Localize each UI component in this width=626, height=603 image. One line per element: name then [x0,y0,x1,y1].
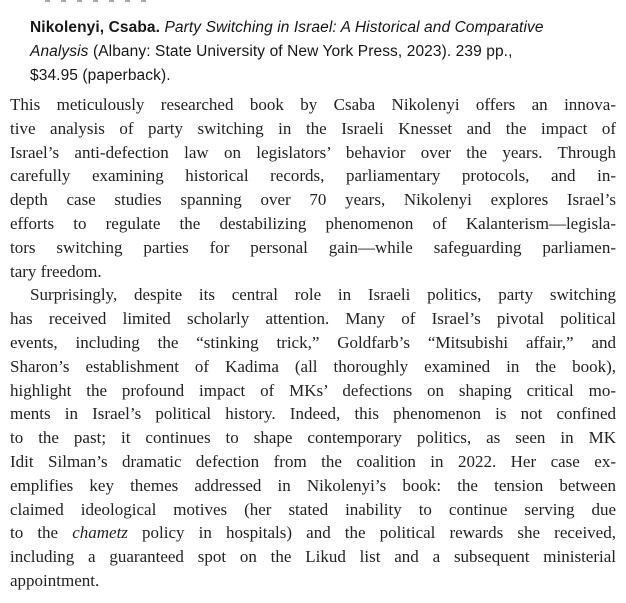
citation-line [30,64,596,88]
book-author: Nikolenyi, Csaba. [30,19,161,36]
text-segment: efforts to regulate the destabilizing phenomenon of Kalanterism—legisla- [10,213,616,233]
clipped-letter-mark [109,0,114,2]
review-paragraph [10,283,616,592]
text-line [10,521,616,545]
text-segment: This meticulously researched book by Csaba Nikolenyi offers an innova- [10,95,616,114]
text-segment: policy in hospitals) and the political rewards she received, [127,523,616,543]
book-title-part2: Analysis [30,43,89,60]
citation-line [30,16,596,40]
clipped-letter-mark [125,0,130,2]
clipped-text-remnant [45,0,146,2]
text-segment: Israel’s anti-defection law on legislators’ behavior over the years. Through [10,142,616,162]
text-segment: claimed ideological motives (her stated inability to continue serving due [10,499,616,519]
text-segment: tive analysis of party switching in the Israeli Knesset and the impact of [10,118,616,138]
text-line [10,117,616,141]
text-line [10,260,616,284]
text-segment: carefully examining historical records, parliamentary protocols, and in- [10,166,616,186]
text-segment: Idit Silman’s dramatic defection from the coalition in 2022. Her case ex- [10,451,616,471]
text-line [10,545,616,569]
text-segment: has received limited scholarly attention. Many of Israel’s pivotal political [10,309,616,329]
text-line [10,402,616,426]
clipped-letter-mark [93,0,98,2]
text-segment: highlight the profound impact of MKs’ defections on shaping critical mo- [10,380,616,400]
text-line [10,426,616,450]
text-line [10,331,616,355]
review-paragraph [10,93,616,283]
text-segment: ments in Israel’s political history. Indeed, this phenomenon is not confined [10,404,616,424]
text-line [10,498,616,522]
text-segment: Sharon’s establishment of Kadima (all thoroughly examined in the book), [10,356,616,376]
text-line [10,355,616,379]
book-publisher: (Albany: State University of New York Press, 2023). 239 pp., [92,43,513,60]
text-segment: depth case studies spanning over 70 years, Nikolenyi explores Israel’s [10,190,616,210]
book-price: $34.95 (paperback). [30,67,171,84]
text-line [10,188,616,212]
clipped-letter-mark [77,0,82,2]
review-body [10,93,616,593]
book-citation [30,16,596,88]
text-line [10,450,616,474]
text-line [10,474,616,498]
text-line [10,236,616,260]
text-segment: tors switching parties for personal gain—while safeguarding parliamen- [10,237,616,257]
text-segment: tary freedom. [10,261,102,281]
text-segment: including a guaranteed spot on the Likud list and a subsequent ministerial [10,547,616,567]
text-segment: appointment. [10,570,100,590]
citation-line [30,40,596,64]
text-segment: events, including the “stinking trick,” Goldfarb’s “Mitsubishi affair,” and [10,332,616,352]
text-line [10,93,616,117]
text-line [10,379,616,403]
clipped-letter-mark [141,0,146,2]
book-title-part1: Party Switching in Israel: A Historical and Comparative [164,19,544,36]
text-segment: Surprisingly, despite its central role in Israeli politics, party switching [30,285,616,305]
clipped-letter-mark [45,0,50,2]
text-line [10,212,616,236]
text-line [10,164,616,188]
italic-text: chametz [72,523,128,543]
text-line [10,141,616,165]
text-line [10,283,616,307]
text-segment: to the past; it continues to shape contemporary politics, as seen in MK [10,428,616,448]
text-line [10,307,616,331]
text-segment: emplifies key themes addressed in Nikolenyi’s book: the tension between [10,475,616,495]
text-segment: to the [10,523,73,543]
text-line [10,569,616,593]
clipped-letter-mark [61,0,66,2]
